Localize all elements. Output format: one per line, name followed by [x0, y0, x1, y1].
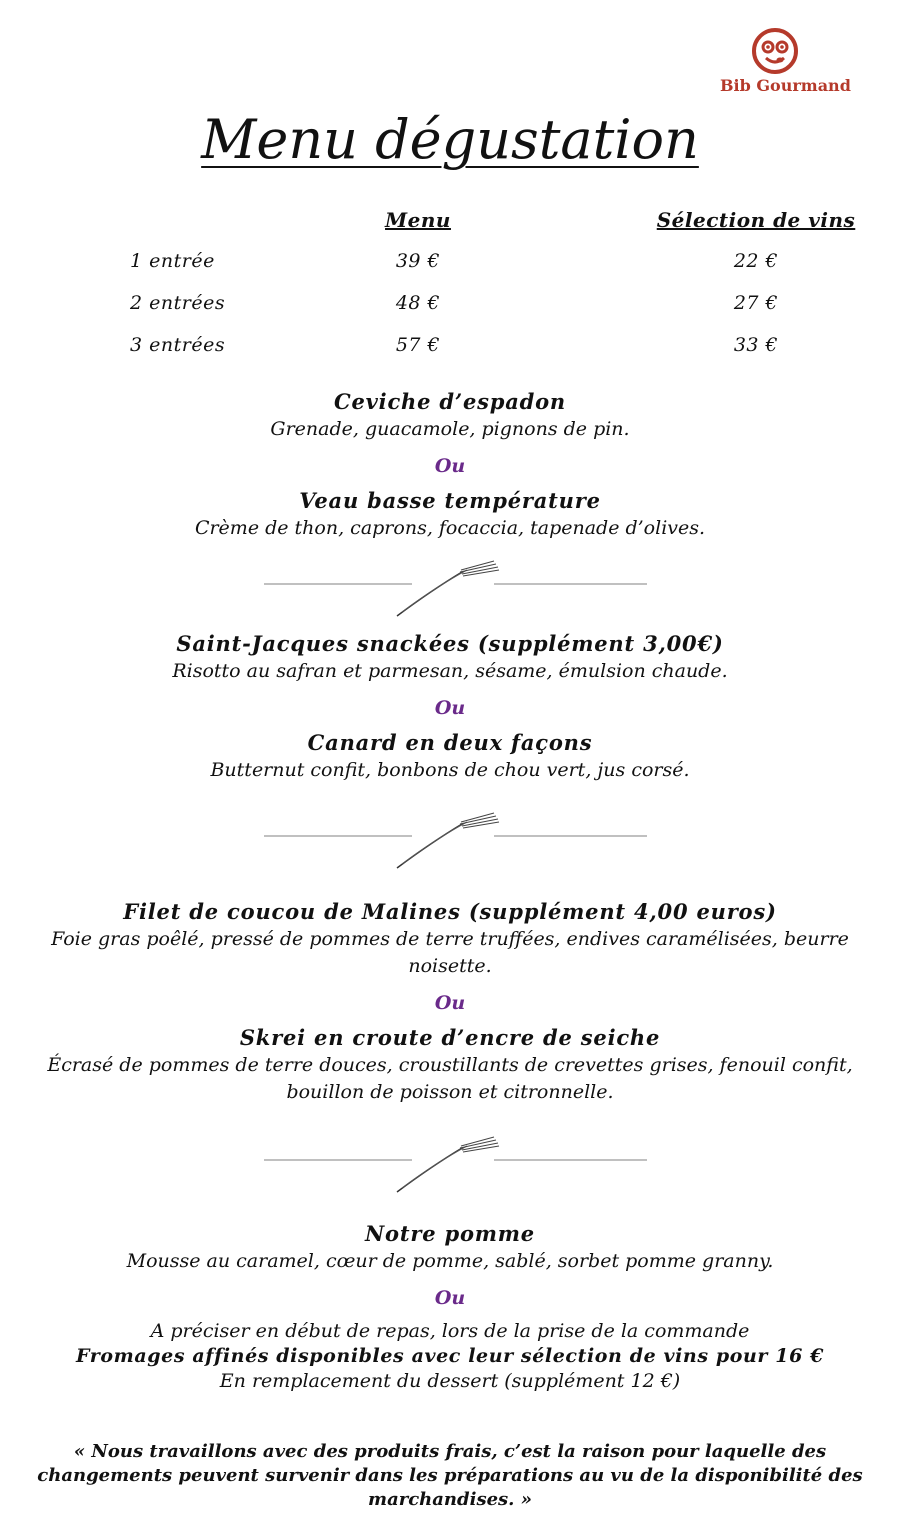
menu-price: 57 € [395, 334, 441, 356]
or-separator: Ou [434, 697, 466, 719]
dish-description: Grenade, guacamole, pignons de pin. [270, 418, 630, 440]
or-separator: Ou [434, 455, 466, 477]
wine-price: 27 € [733, 292, 779, 314]
cheese-offer: Fromages affinés disponibles avec leur sélection de vins pour 16 € [76, 1345, 824, 1367]
price-row-label: 3 entrées [130, 334, 226, 356]
wine-price: 33 € [733, 334, 779, 356]
menu-price: 39 € [395, 250, 441, 272]
price-table [0, 208, 900, 376]
dish-name: Veau basse température [299, 488, 601, 513]
dish-description: Risotto au safran et parmesan, sésame, émulsion chaude. [172, 660, 728, 682]
price-row-label: 2 entrées [130, 292, 226, 314]
logo-text: Bib Gourmand [720, 76, 851, 95]
dish-description: Mousse au caramel, cœur de pomme, sablé, sorbet pomme granny. [126, 1250, 774, 1272]
price-header-row [0, 208, 900, 250]
cheese-supplement: En remplacement du dessert (supplément 12 €) [219, 1370, 681, 1392]
dish-description: Crème de thon, caprons, focaccia, tapenade d’olives. [194, 517, 706, 539]
dish-description: Foie gras poêlé, pressé de pommes de terre truffées, endives caramélisées, beurre noisette. [51, 928, 849, 977]
wine-column-header: Sélection de vins [656, 208, 856, 232]
dish-name: Skrei en croute d’encre de seiche [239, 1025, 661, 1050]
menu-column-header: Menu [385, 208, 451, 232]
dish-name: Canard en deux façons [307, 730, 593, 755]
dish-name: Filet de coucou de Malines (supplément 4,00 euros) [123, 899, 777, 924]
dish-name: Ceviche d’espadon [333, 389, 566, 414]
cheese-note: A préciser en début de repas, lors de la prise de la commande [150, 1320, 750, 1342]
price-row [0, 334, 900, 376]
footer-note: « Nous travaillons avec des produits frais, c’est la raison pour laquelle des changements peuvent survenir dans les préparations au vu de la disponibilité des marchandises. » [37, 1441, 863, 1510]
or-separator: Ou [434, 1287, 466, 1309]
dish-name: Notre pomme [365, 1221, 535, 1246]
page-title: Menu dégustation [201, 108, 699, 171]
dessert-course [20, 1220, 880, 1394]
course-3 [20, 898, 880, 1106]
price-row [0, 250, 900, 292]
or-separator: Ou [434, 992, 466, 1014]
fork-divider-icon [262, 1136, 652, 1196]
bib-gourmand-logo [720, 28, 851, 95]
price-row-label: 1 entrée [130, 250, 215, 272]
michelin-bib-icon [752, 28, 798, 74]
course-2 [20, 630, 880, 784]
dish-name: Saint-Jacques snackées (supplément 3,00€) [176, 631, 724, 656]
menu-price: 48 € [395, 292, 441, 314]
price-row [0, 292, 900, 334]
fork-divider-icon [262, 812, 652, 872]
dish-description: Butternut confit, bonbons de chou vert, jus corsé. [210, 759, 690, 781]
fork-divider-icon [262, 560, 652, 620]
dish-description: Écrasé de pommes de terre douces, croustillants de crevettes grises, fenouil confit, bouillon de poisson et citronnelle. [47, 1054, 853, 1103]
wine-price: 22 € [733, 250, 779, 272]
course-1 [20, 388, 880, 542]
